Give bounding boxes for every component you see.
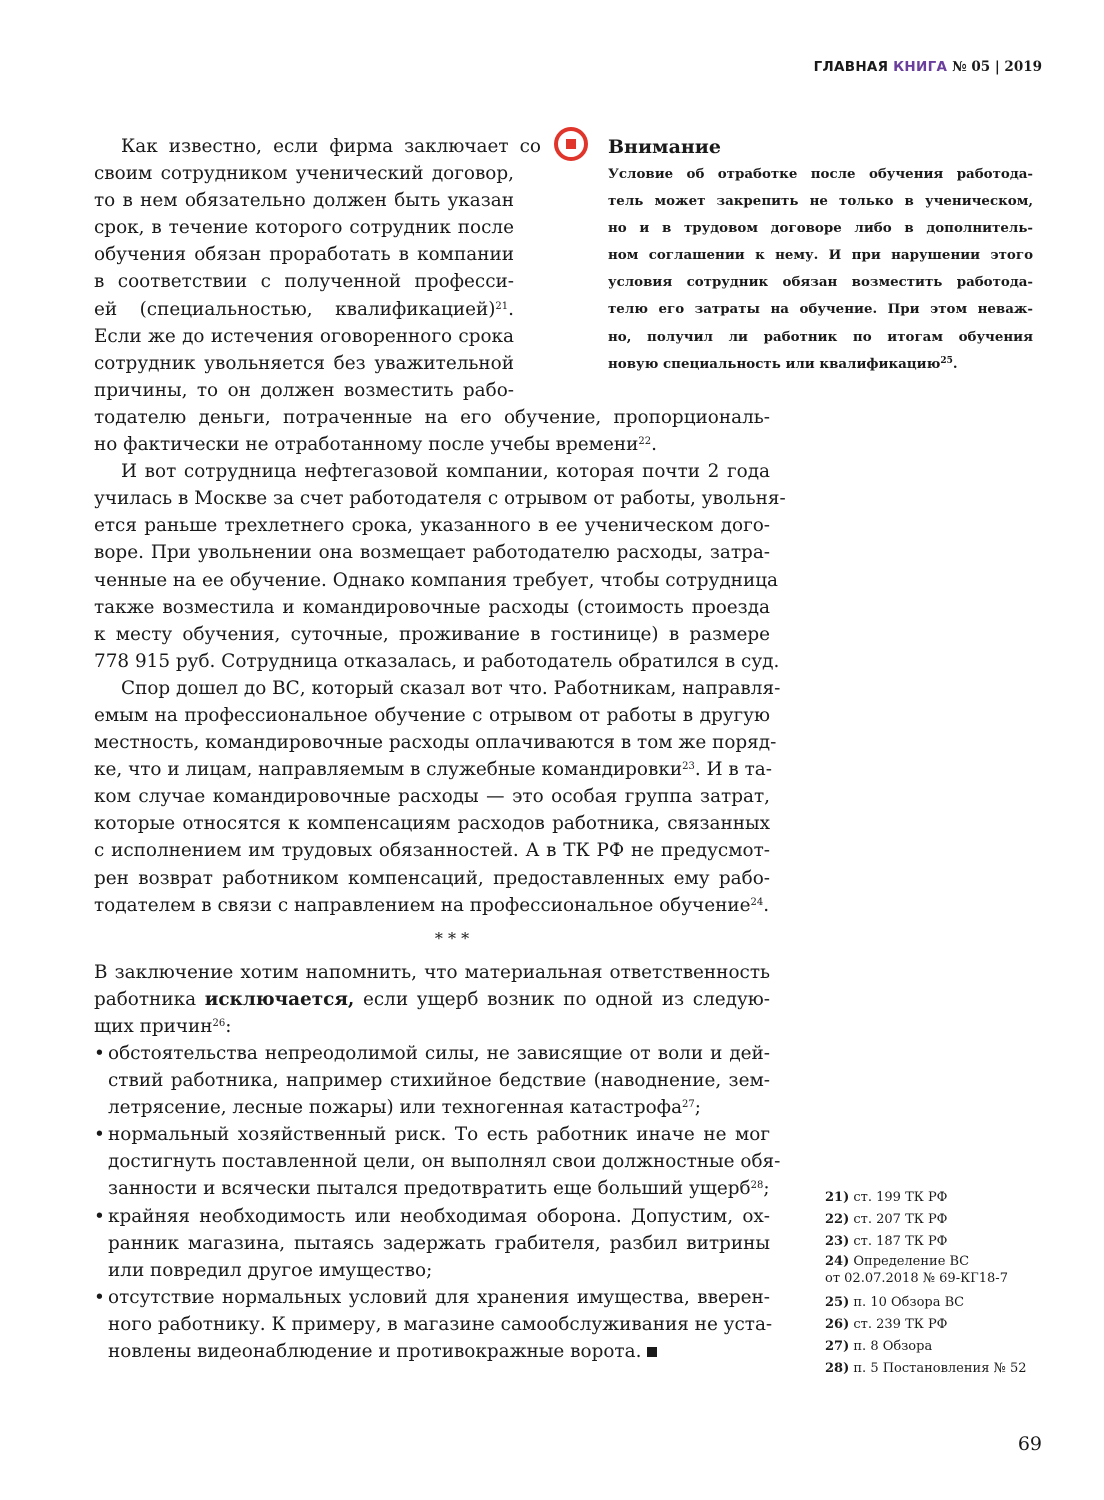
sidebar-line (608, 296, 1033, 323)
footnote-number: 25) (825, 1295, 850, 1310)
footnote-text: п. 8 Обзора (853, 1339, 933, 1354)
footnote-ref: 21 (495, 300, 509, 312)
text-run: ей (специальностью, квалификацией) (94, 298, 496, 320)
text-line (94, 241, 514, 268)
text-run: обстоятельства непреодолимой силы, не зависящие от воли и дей- (108, 1043, 770, 1064)
footnote-number: 24) (825, 1254, 850, 1269)
text-line (94, 621, 770, 648)
text-run: к месту обучения, суточные, проживание в гостинице) в размере (94, 623, 770, 645)
text-line (94, 323, 514, 350)
footnote-ref: 25 (940, 355, 953, 366)
text-run: воре. При увольнении она возмещает работодателю расходы, затра- (94, 542, 770, 564)
text-run: . (763, 894, 770, 916)
text-run: тодателю деньги, потраченные на его обучение, пропорциональ- (94, 406, 770, 428)
footnote-item (825, 1314, 1027, 1336)
footnote-number: 22) (825, 1212, 850, 1227)
text-run: тель может закрепить не только в ученическом, (608, 193, 1033, 210)
text-run: ранник магазина, пытаясь задержать грабителя, разбил витрины (108, 1232, 770, 1254)
bullet-icon: • (94, 1286, 105, 1308)
text-run: И вот сотрудница нефтегазовой компании, которая почти 2 года (121, 461, 770, 483)
text-run: в соответствии с полученной професси- (94, 271, 514, 293)
text-run: . (508, 298, 514, 320)
text-run: В заключение хотим напомнить, что материальная ответственность (94, 961, 770, 983)
text-run: . (952, 355, 958, 372)
footnote-text: ст. 207 ТК РФ (853, 1212, 948, 1227)
page-number: 69 (1017, 1433, 1042, 1455)
text-run: ченные на ее обучение. Однако компания требует, чтобы сотрудница (94, 569, 778, 591)
footnote-text: п. 5 Постановления № 52 (853, 1361, 1027, 1376)
attention-sidebar (608, 133, 1033, 378)
text-run: : (225, 1015, 232, 1037)
text-run: летрясение, лесные пожары) или техногенная катастрофа (108, 1097, 683, 1119)
text-line (94, 702, 770, 729)
footnote-ref: 22 (638, 436, 652, 448)
text-run: ется раньше трехлетнего срока, указанного в ее ученическом дого- (94, 515, 770, 537)
text-line (94, 187, 514, 214)
footnote-item (825, 1253, 1027, 1292)
text-line (94, 567, 778, 594)
footnote-item (825, 1187, 1027, 1209)
text-run: работника (94, 988, 205, 1010)
text-line (94, 865, 770, 892)
text-run: Как известно, если фирма заключает со (121, 136, 541, 157)
text-run: 778 915 руб. Сотрудница отказалась, и работодатель обратился в суд. (94, 650, 780, 672)
text-run: но, получил ли работник по итогам обучения (608, 328, 1033, 345)
sidebar-line (608, 324, 1033, 351)
text-run: причины, то он должен возместить рабо- (94, 379, 514, 401)
text-run: своим сотрудником ученический договор, (94, 163, 514, 185)
conclusion-paragraph (94, 959, 770, 1040)
text-run: Условие об отработке после обучения работода- (608, 166, 1033, 182)
text-run: отсутствие нормальных условий для хранения имущества, вверен- (108, 1286, 770, 1308)
text-line (94, 377, 514, 404)
text-line (94, 268, 514, 295)
text-line (94, 485, 786, 512)
text-line (94, 1040, 770, 1067)
text-line (94, 1094, 770, 1121)
paragraph (94, 675, 781, 919)
footnote-text: ст. 187 ТК РФ (853, 1234, 948, 1249)
footnote-number: 23) (825, 1234, 850, 1249)
text-run: достигнуть поставленной цели, он выполнял свои должностные обя- (108, 1151, 781, 1173)
text-line (94, 810, 770, 837)
text-line (94, 729, 777, 756)
text-line (94, 837, 770, 864)
text-line (94, 350, 514, 377)
footnote-item (825, 1358, 1027, 1380)
footnote-item (825, 1209, 1027, 1231)
text-line (94, 1203, 770, 1230)
text-run: . (651, 434, 657, 456)
text-run: ного работнику. К примеру, в магазине самообслуживания не уста- (108, 1313, 773, 1335)
magazine-name: ГЛАВНАЯ (813, 59, 889, 75)
text-run: условия сотрудник обязан возместить работода- (608, 274, 1033, 291)
text-run: которые относятся к компенсациям расходов работника, связанных (94, 813, 770, 835)
text-line (94, 1121, 770, 1148)
text-run: ном соглашении к нему. И при нарушении этого (608, 247, 1033, 264)
text-line (94, 1067, 770, 1094)
text-run: . И в та- (694, 759, 772, 781)
magazine-name-accent: КНИГА (893, 59, 948, 75)
footnote-text-cont: от 02.07.2018 № 69-КГ18-7 (825, 1271, 1008, 1286)
text-line (94, 1338, 770, 1365)
paragraph (94, 458, 786, 675)
text-line (94, 296, 514, 323)
text-line (94, 959, 770, 986)
text-run: или повредил другое имущество; (108, 1259, 433, 1281)
footnote-text: ст. 239 ТК РФ (853, 1317, 948, 1332)
warning-stop-icon (554, 127, 588, 161)
text-line (94, 1175, 770, 1202)
sidebar-line (608, 351, 1033, 378)
text-line (94, 648, 780, 675)
footnote-number: 27) (825, 1339, 850, 1354)
footnote-ref: 23 (682, 761, 695, 773)
text-run: новлены видеонаблюдение и противокражные ворота. (108, 1341, 642, 1363)
text-line (94, 594, 770, 621)
text-run: но фактически не отработанному после учебы времени (94, 434, 639, 456)
text-line (94, 1284, 770, 1311)
footnote-ref: 24 (750, 896, 764, 908)
text-line (94, 675, 781, 702)
issue-number: № 05 | 2019 (951, 59, 1042, 75)
running-header (814, 59, 1042, 75)
text-run: телю его затраты на обучение. При этом неваж- (608, 301, 1033, 318)
text-run: крайняя необходимость или необходимая оборона. Допустим, ох- (108, 1205, 770, 1227)
bullet-item (94, 1121, 781, 1202)
text-run: срок, в течение которого сотрудник после (94, 217, 514, 239)
text-run: Если же до истечения оговоренного срока (94, 325, 514, 347)
text-run: ; (763, 1178, 770, 1200)
text-line (94, 214, 514, 241)
bullet-item (94, 1203, 770, 1284)
sidebar-line (608, 188, 1033, 215)
text-line (94, 431, 770, 458)
sidebar-title: Внимание (608, 136, 721, 158)
text-line (94, 986, 770, 1013)
bullet-icon: • (94, 1043, 105, 1064)
text-line (94, 539, 770, 566)
text-run: занности и всячески пытался предотвратить еще больший ущерб (108, 1178, 751, 1200)
text-run: Спор дошел до ВС, который сказал вот что. Работникам, направля- (121, 677, 781, 699)
text-run: тодателем в связи с направлением на профессиональное обучение (94, 894, 751, 916)
sidebar-line (608, 215, 1033, 242)
footnotes (825, 1187, 1027, 1380)
text-run: также возместила и командировочные расходы (стоимость проезда (94, 596, 770, 618)
text-line (94, 133, 541, 160)
text-run: ке, что и лицам, направляемым в служебные командировки (94, 759, 683, 781)
text-run: то в нем обязательно должен быть указан (94, 190, 514, 212)
text-run: сотрудник увольняется без уважительной (94, 352, 514, 374)
text-run: нормальный хозяйственный риск. То есть работник иначе не мог (108, 1124, 770, 1146)
text-run: ствий работника, например стихийное бедствие (наводнение, зем- (108, 1070, 770, 1092)
text-line (94, 404, 770, 431)
text-run: новую специальность или квалификацию (608, 355, 941, 372)
text-run: обучения обязан проработать в компании (94, 244, 514, 266)
text-line (94, 756, 770, 783)
bold-text: исключается, (204, 988, 355, 1010)
footnote-ref: 27 (682, 1099, 695, 1111)
text-line (94, 1148, 781, 1175)
text-run: но и в трудовом договоре либо в дополнитель- (608, 220, 1033, 237)
text-run: ; (694, 1097, 701, 1119)
text-line (94, 1230, 770, 1257)
text-run: с исполнением им трудовых обязанностей. А в ТК РФ не предусмот- (94, 840, 770, 862)
footnote-item (825, 1231, 1027, 1253)
footnote-text: ст. 199 ТК РФ (853, 1190, 948, 1205)
end-of-article-icon (647, 1347, 657, 1357)
footnote-text: п. 10 Обзора ВС (853, 1295, 965, 1310)
footnote-number: 26) (825, 1317, 850, 1332)
text-run: если ущерб возник по одной из следую- (354, 988, 771, 1010)
footnote-text: Определение ВС (853, 1254, 970, 1269)
text-run: емым на профессиональное обучение с отрывом от работы в другую (94, 704, 770, 726)
text-run: рен возврат работником компенсаций, предоставленных ему рабо- (94, 867, 770, 889)
text-run: щих причин (94, 1015, 213, 1037)
text-line (94, 1311, 773, 1338)
footnote-item (825, 1292, 1027, 1314)
footnote-ref: 26 (212, 1017, 226, 1029)
footnote-item (825, 1336, 1027, 1358)
text-line (94, 1257, 770, 1284)
text-line (94, 512, 770, 539)
text-run: местность, командировочные расходы оплачиваются в том же поряд- (94, 732, 777, 754)
sidebar-line (608, 161, 1033, 188)
footnote-number: 21) (825, 1190, 850, 1205)
text-line (94, 783, 770, 810)
text-run: училась в Москве за счет работодателя с отрывом от работы, увольня- (94, 488, 786, 510)
text-line (94, 160, 514, 187)
text-line (94, 892, 770, 919)
sidebar-line (608, 242, 1033, 269)
bullet-item (94, 1284, 773, 1365)
section-separator: * * * (434, 928, 470, 948)
text-line (94, 1013, 770, 1040)
text-line (94, 458, 770, 485)
bullet-icon: • (94, 1205, 105, 1227)
bullet-icon: • (94, 1124, 105, 1146)
sidebar-line (608, 269, 1033, 296)
text-run: ком случае командировочные расходы — это особая группа затрат, (94, 786, 770, 808)
bullet-item (94, 1040, 770, 1121)
footnote-number: 28) (825, 1361, 850, 1376)
footnote-ref: 28 (750, 1180, 764, 1192)
